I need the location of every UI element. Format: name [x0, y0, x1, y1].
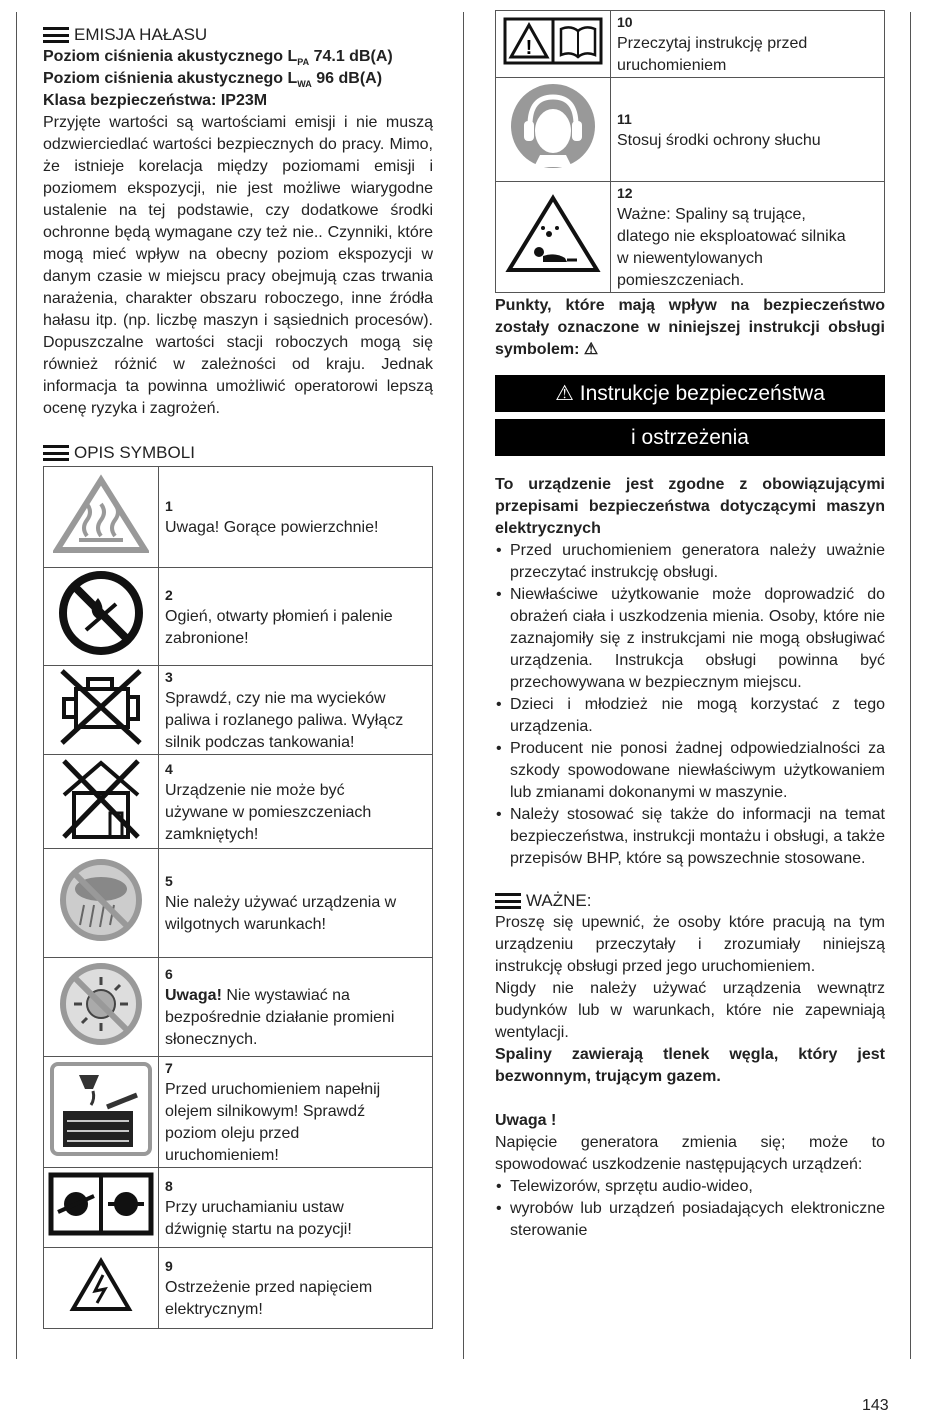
noise-body: Przyjęte wartości są wartościami emisji i nie muszą odzwierciedlać wartości bezpiecznych do pracy. Mimo, że istnieje korelacja między poziomami emisji i poziomem ekspozycji, nie jest możliwe wiarygodne ustalenie na tej podstawie, czy dodatkowe środki ochronne będą wymagane czy też nie.. Czynniki, które mogą mieć wpływ na obecny poziom ekspozycji w danym czasie w miejscu pracy obejmują czas trwania narażenia, charakter obszaru roboczego, inne źródła hałasu itp. (np. liczbę maszyn i sąsiednich procesów). Dopuszczalne wartości stacji roboczych mogą się również różnić w zależności od kraju. Jednak informacja ta powinna umożliwić operatorowi lepszą ocenę ryzyka i zagrożeń.	[43, 114, 433, 417]
table-row	[496, 11, 885, 78]
table-row	[44, 568, 433, 666]
symbol-5-text: 5Nie należy używać urządzenia w wilgotnych warunkach!	[159, 849, 433, 958]
no-rain-icon	[44, 849, 159, 958]
engine-crossed-icon	[44, 666, 159, 755]
symbol-8-text: 8Przy uruchamianiu ustaw dźwignię startu na pozycji!	[159, 1168, 433, 1248]
symbol-1-text: 1Uwaga! Gorące powierzchnie!	[159, 467, 433, 568]
table-row	[44, 1057, 433, 1168]
table-row	[496, 78, 885, 182]
list-item: • Dzieci i młodzież nie mogą korzystać z tego urządzenia.	[495, 694, 885, 738]
symbol-11-text: 11Stosuj środki ochrony słuchu	[611, 78, 885, 182]
symbol-10-text: 10Przeczytaj instrukcję przed uruchomieniem	[611, 11, 885, 78]
page-number: 143	[862, 1397, 889, 1411]
list-item: • Przed uruchomieniem generatora należy uważnie przeczytać instrukcję obsługi.	[495, 540, 885, 584]
read-manual-icon	[496, 11, 611, 78]
symbols-table-right	[495, 10, 885, 293]
marked-note: Punkty, które mają wpływ na bezpieczeństwo zostały oznaczone w niniejszej instrukcji obsługi symbolem: ⚠	[495, 297, 885, 358]
table-row	[44, 755, 433, 849]
hot-surface-icon	[44, 467, 159, 568]
symbols-heading: OPIS SYMBOLI	[43, 442, 433, 464]
caution-bullet-list	[495, 1176, 885, 1242]
symbol-3-text: 3Sprawdź, czy nie ma wycieków paliwa i rozlanego paliwa. Wyłącz silnik podczas tankowania!	[159, 666, 433, 755]
safety-intro: To urządzenie jest zgodne z obowiązującymi przepisami bezpieczeństwa dotyczącymi maszyn elektrycznych	[495, 476, 885, 537]
list-item: • Telewizorów, sprzętu audio-wideo,	[495, 1176, 885, 1198]
table-row	[44, 849, 433, 958]
toxic-fumes-icon	[496, 182, 611, 293]
important-heading: WAŻNE:	[495, 890, 885, 912]
important-p1: Proszę się upewnić, że osoby które pracują na tym urządzeniu przeczytały i zrozumiały niniejszą instrukcję obsługi przed jego uruchomieniem.	[495, 914, 885, 975]
ear-protection-icon	[496, 78, 611, 182]
right-margin-rule	[910, 12, 911, 1359]
left-margin-rule	[16, 12, 17, 1359]
safety-banner-line2: i ostrzeżenia	[495, 419, 885, 456]
lpa-line: Poziom ciśnienia akustycznego $L_{PA}$ 74.1 dB(A)	[43, 48, 393, 68]
list-item: • Niewłaściwe użytkowanie może doprowadzić do obrażeń ciała i uszkodzenia mienia. Osoby, które nie zaznajomiły się z instrukcjami nie mogą obsługiwać urządzenia. Instrukcja obsługi powinna być przechowywana w bezpiecznym miejscu.	[495, 584, 885, 694]
important-p2: Nigdy nie należy używać urządzenia wewnątrz budynków lub w warunkach, które nie zapewniają wentylacji.	[495, 980, 885, 1041]
symbol-4-text: 4Urządzenie nie może być używane w pomieszczeniach zamkniętych!	[159, 755, 433, 849]
symbol-6-text: 6Uwaga! Nie wystawiać na bezpośrednie działanie promieni słonecznych.	[159, 958, 433, 1057]
ip-class: Klasa bezpieczeństwa: IP23M	[43, 92, 268, 109]
list-item: • Producent nie ponosi żadnej odpowiedzialności za szkody spowodowane niewłaściwym użytkowaniem lub zmianami dokonanymi w maszynie.	[495, 738, 885, 804]
list-item: • Należy stosować się także do informacji na temat bezpieczeństwa, instrukcji montażu i obsługi, a także przepisów BHP, które są powszechnie stosowane.	[495, 804, 885, 870]
safety-bullet-list	[495, 540, 885, 870]
symbol-9-text: 9Ostrzeżenie przed napięciem elektrycznym!	[159, 1248, 433, 1329]
hamburger-icon	[43, 27, 69, 43]
no-fire-icon	[44, 568, 159, 666]
table-row	[44, 958, 433, 1057]
table-row	[496, 182, 885, 293]
hamburger-icon	[495, 893, 521, 909]
important-p3: Spaliny zawierają tlenek węgla, który jest bezwonnym, trującym gazem.	[495, 1046, 885, 1085]
symbol-12-text: 12Ważne: Spaliny są trujące, dlatego nie eksploatować silnika w niewentylowanych pomieszczeniach.	[611, 182, 885, 293]
lwa-line: Poziom ciśnienia akustycznego $L_{WA}$ 96 dB(A)	[43, 70, 383, 90]
center-rule	[463, 12, 464, 1359]
noise-heading: EMISJA HAŁASU	[43, 24, 433, 46]
safety-banner-line1: ⚠ Instrukcje bezpieczeństwa	[495, 375, 885, 412]
table-row	[44, 467, 433, 568]
left-column	[43, 24, 433, 1329]
symbol-7-text: 7Przed uruchomieniem napełnij olejem silnikowym! Sprawdź poziom oleju przed uruchomieniem!	[159, 1057, 433, 1168]
table-row	[44, 1168, 433, 1248]
house-crossed-icon	[44, 755, 159, 849]
no-sun-icon	[44, 958, 159, 1057]
high-voltage-icon	[44, 1248, 159, 1329]
caution-p1: Napięcie generatora zmienia się; może to spowodować uszkodzenie następujących urządzeń:	[495, 1134, 885, 1173]
right-column	[495, 10, 885, 1242]
caution-heading: Uwaga !	[495, 1112, 557, 1129]
list-item: • wyrobów lub urządzeń posiadających elektroniczne sterowanie	[495, 1198, 885, 1242]
choke-lever-icon	[44, 1168, 159, 1248]
symbols-table-left	[43, 466, 433, 1329]
symbol-2-text: 2Ogień, otwarty płomień i palenie zabronione!	[159, 568, 433, 666]
table-row	[44, 666, 433, 755]
svg-text:!: !	[525, 36, 533, 59]
oil-fill-icon	[44, 1057, 159, 1168]
table-row	[44, 1248, 433, 1329]
hamburger-icon	[43, 445, 69, 461]
